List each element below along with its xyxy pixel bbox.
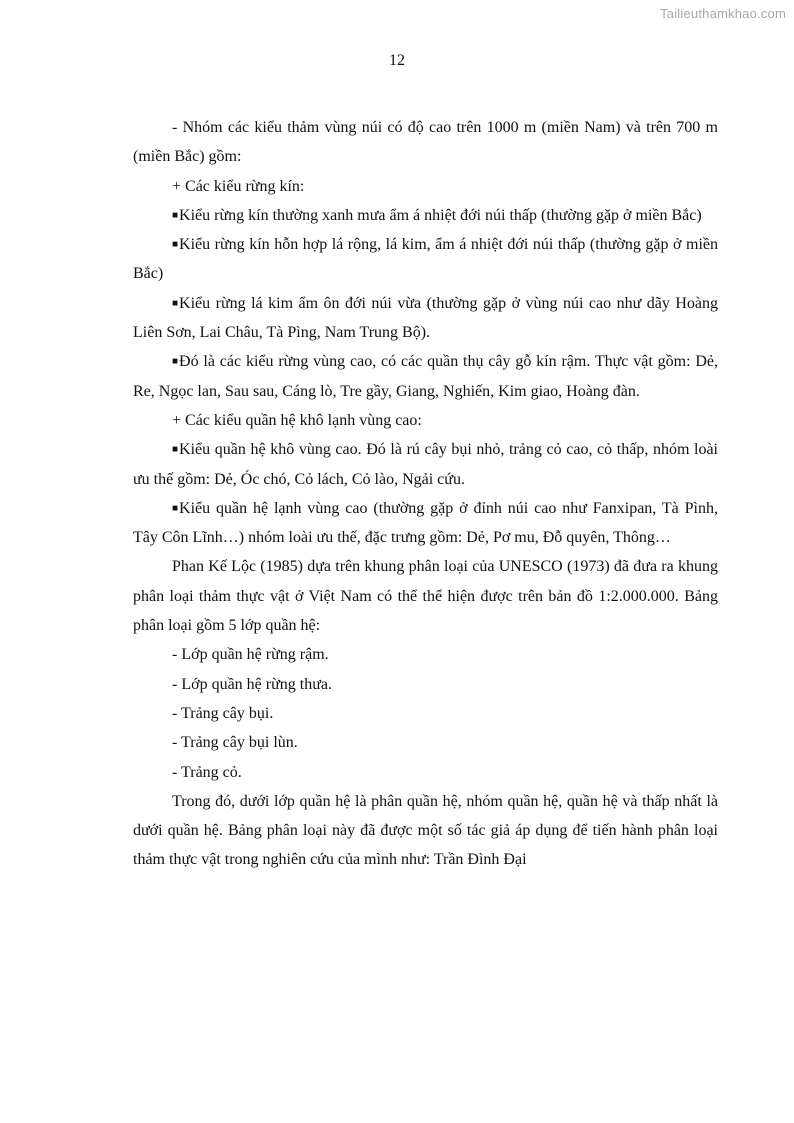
paragraph — [133, 552, 718, 640]
paragraph — [133, 670, 718, 699]
bullet-paragraph — [133, 435, 718, 494]
paragraph — [133, 728, 718, 757]
paragraph — [133, 640, 718, 669]
paragraph-text: - Trảng cây bụi lùn. — [172, 734, 298, 752]
paragraph — [133, 787, 718, 875]
square-bullet-icon: ■ — [172, 297, 179, 309]
watermark-text: Tailieuthamkhao.com — [660, 6, 786, 21]
paragraph-text: Phan Kế Lộc (1985) dựa trên khung phân loại của UNESCO (1973) đã đưa ra khung phân loại thảm thực vật ở Việt Nam có thể thể hiện được trên bản đồ 1:2.000.000. Bảng phân loại gồm 5 lớp quần hệ: — [133, 558, 718, 635]
bullet-paragraph — [133, 230, 718, 289]
paragraph-text: Trong đó, dưới lớp quần hệ là phân quần hệ, nhóm quần hệ, quần hệ và thấp nhất là dưới quần hệ. Bảng phân loại này đã được một số tác giả áp dụng để tiến hành phân loại thảm thực vật trong nghiên cứu của mình như: Trần Đình Đại — [133, 792, 718, 869]
document-body — [133, 113, 718, 875]
bullet-paragraph — [133, 289, 718, 348]
square-bullet-icon: ■ — [172, 356, 179, 368]
paragraph-text: Kiểu rừng kín hỗn hợp lá rộng, lá kim, ẩm á nhiệt đới núi thấp (thường gặp ở miền Bắc) — [133, 236, 718, 283]
square-bullet-icon: ■ — [172, 502, 179, 514]
paragraph-text: Kiểu quần hệ lạnh vùng cao (thường gặp ở đỉnh núi cao như Fanxipan, Tà Pình, Tây Côn Lĩnh…) nhóm loài ưu thế, đặc trưng gồm: Dẻ, Pơ mu, Đỗ quyên, Thông… — [133, 499, 718, 547]
bullet-paragraph — [133, 494, 718, 553]
paragraph-text: - Lớp quần hệ rừng thưa. — [172, 675, 332, 693]
paragraph-text: Kiểu quần hệ khô vùng cao. Đó là rú cây bụi nhỏ, trảng cỏ cao, cỏ thấp, nhóm loài ưu thế gồm: Dẻ, Óc chó, Cỏ lách, Cỏ lào, Ngải cứu. — [133, 441, 718, 488]
paragraph-text: Đó là các kiểu rừng vùng cao, có các quần thụ cây gỗ kín rậm. Thực vật gồm: Dẻ, Re, Ngọc lan, Sau sau, Cáng lò, Tre gầy, Giang, Nghiến, Kim giao, Hoàng đàn. — [133, 353, 718, 400]
page-number: 12 — [389, 52, 405, 69]
paragraph — [133, 699, 718, 728]
paragraph-text: - Trảng cây bụi. — [172, 704, 274, 722]
paragraph-text: + Các kiểu rừng kín: — [172, 177, 305, 195]
bullet-paragraph — [133, 201, 718, 230]
paragraph-text: - Trảng cỏ. — [172, 763, 242, 781]
paragraph — [133, 172, 718, 201]
paragraph-text: Kiểu rừng lá kim ẩm ôn đới núi vừa (thường gặp ở vùng núi cao như dãy Hoàng Liên Sơn, Lai Châu, Tà Pìng, Nam Trung Bộ). — [133, 294, 718, 342]
square-bullet-icon: ■ — [172, 209, 179, 221]
square-bullet-icon: ■ — [172, 444, 179, 456]
paragraph-text: Kiểu rừng kín thường xanh mưa ẩm á nhiệt đới núi thấp (thường gặp ở miền Bắc) — [179, 206, 702, 224]
paragraph-text: - Lớp quần hệ rừng rậm. — [172, 646, 329, 664]
paragraph — [133, 758, 718, 787]
paragraph — [133, 406, 718, 435]
paragraph-text: - Nhóm các kiểu thảm vùng núi có độ cao trên 1000 m (miền Nam) và trên 700 m (miền Bắc) gồm: — [133, 119, 718, 166]
bullet-paragraph — [133, 347, 718, 406]
paragraph — [133, 113, 718, 172]
square-bullet-icon: ■ — [172, 239, 179, 251]
paragraph-text: + Các kiểu quần hệ khô lạnh vùng cao: — [172, 411, 422, 429]
